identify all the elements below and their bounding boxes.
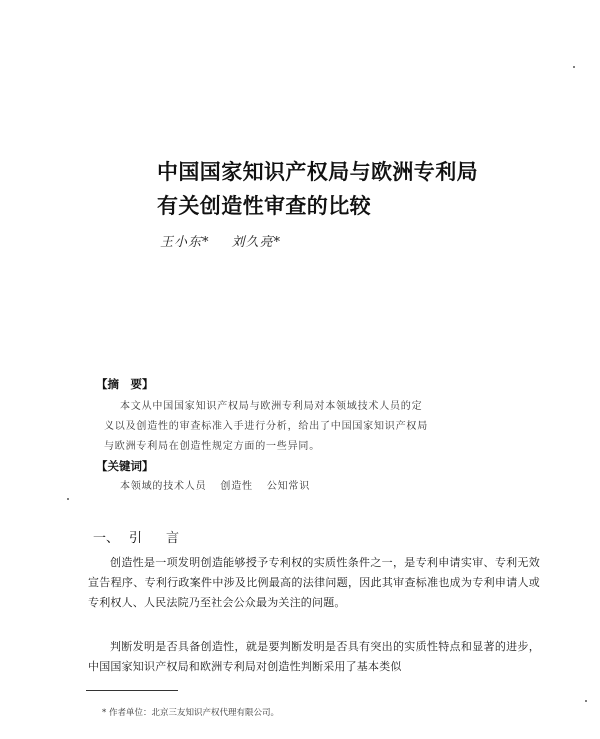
- author-name: 王小东*: [160, 235, 210, 250]
- title-line-1: 中国国家知识产权局与欧洲专利局: [157, 160, 478, 184]
- abstract-line: 本文从中国国家知识产权局与欧洲专利局对本领域技术人员的定: [120, 401, 423, 412]
- scan-speck: [67, 498, 69, 500]
- abstract-label: 【摘 要】: [96, 377, 154, 391]
- body-paragraph: 创造性是一项发明创造能够授予专利权的实质性条件之一，是专利申请实审、专利无效宣告程序、专利行政案件中涉及比例最高的法律问题，因此其审查标准也成为专利申请人或专利权人、人民法院乃至社会公众最为关注的问题。: [88, 556, 540, 609]
- author-name: 刘久亮*: [231, 235, 282, 250]
- author-list: [160, 231, 281, 250]
- keyword: 创造性: [220, 481, 253, 492]
- body-paragraph: 判断发明是否具备创造性，就是要判断发明是否具有突出的实质性特点和显著的进步，中国国家知识产权局和欧洲专利局对创造性判断采用了基本类似: [88, 640, 540, 673]
- abstract-line: 义以及创造性的审查标准入手进行分析，给出了中国国家知识产权局: [104, 421, 428, 432]
- footnote-divider: [86, 690, 178, 691]
- footnote: * 作者单位：北京三友知识产权代理有限公司。: [102, 708, 279, 718]
- keyword: 公知常识: [266, 481, 311, 492]
- section-number: 一、: [93, 531, 120, 546]
- abstract-line: 与欧洲专利局在创造性规定方面的一些异同。: [104, 441, 320, 452]
- scan-speck: [585, 700, 587, 702]
- scan-speck: [573, 66, 575, 68]
- section-title: 引言: [129, 531, 204, 546]
- keywords-list: [120, 477, 324, 492]
- section-heading: [93, 527, 203, 546]
- article-title: [157, 155, 577, 223]
- abstract-body: [104, 397, 512, 457]
- title-line-2: 有关创造性审查的比较: [157, 194, 371, 218]
- keyword: 本领域的技术人员: [120, 481, 207, 492]
- keywords-label: 【关键词】: [96, 459, 154, 473]
